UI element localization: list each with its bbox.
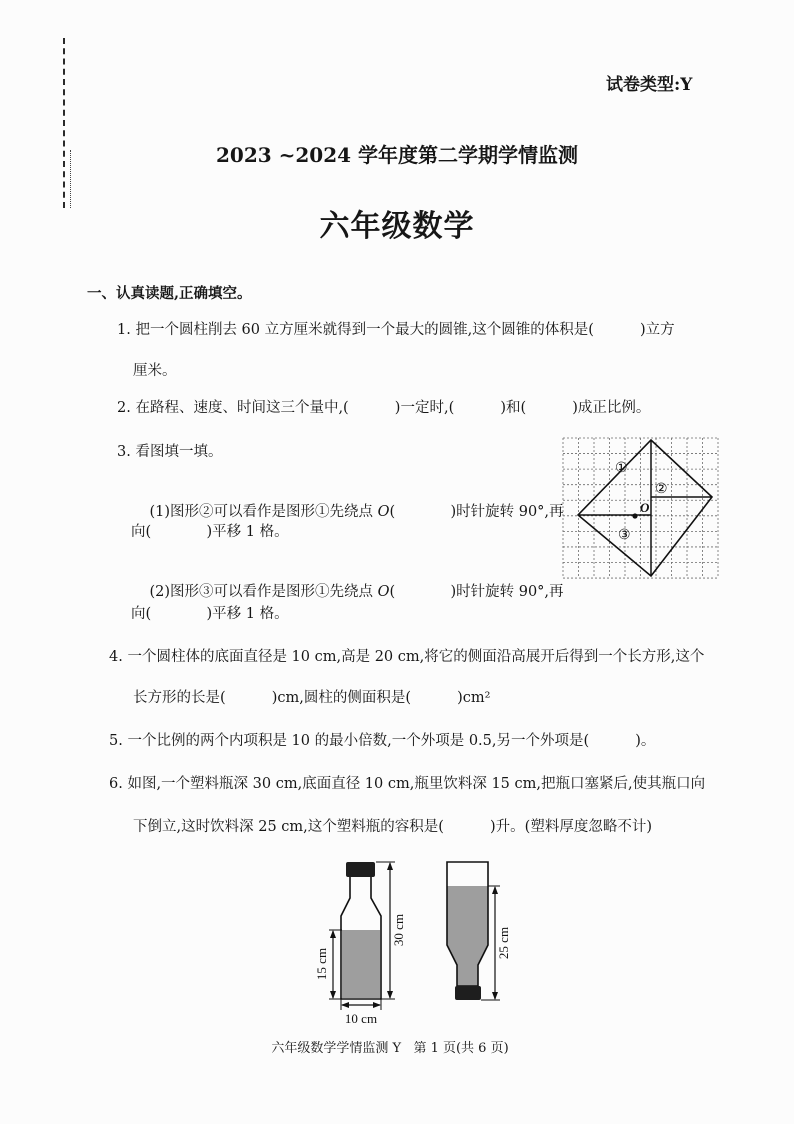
question-1-line-2: 厘米。 (133, 363, 177, 379)
liquid-arrow-top (330, 930, 336, 938)
exam-subject: 六年级数学 (319, 209, 475, 244)
question-4-line-1: 4. 一个圆柱体的底面直径是 10 cm,高是 20 cm,将它的侧面沿高展开后得到一个长方形,这个 (109, 649, 705, 665)
shape-3-label: ③ (618, 528, 631, 543)
bottle-figure (290, 850, 530, 1035)
q3-part2-point: O (377, 584, 390, 600)
inverted-bottle-cap (455, 986, 481, 1000)
base-diameter-label: 10 cm (344, 1011, 378, 1026)
binding-dashed-line (63, 38, 65, 208)
question-6-line-1: 6. 如图,一个塑料瓶深 30 cm,底面直径 10 cm,瓶里饮料深 15 cm,把瓶口塞紧后,使其瓶口向 (109, 776, 706, 792)
point-o-dot (632, 513, 637, 518)
bottle-depth-label: 30 cm (391, 913, 406, 947)
question-1-line-1: 1. 把一个圆柱削去 60 立方厘米就得到一个最大的圆锥,这个圆锥的体积是( )立方 (117, 322, 675, 338)
paper-type-label: 试卷类型:Y (606, 75, 693, 95)
question-4-line-2: 长方形的长是( )cm,圆柱的侧面积是( )cm² (133, 690, 491, 706)
inverted-liquid-depth-label: 25 cm (496, 926, 511, 960)
rotation-grid-figure (555, 430, 725, 585)
q3-part1-text-post: ( )时针旋转 90°,再 (389, 504, 564, 520)
diameter-arrow-right (373, 1002, 381, 1008)
question-5: 5. 一个比例的两个内项积是 10 的最小倍数,一个外项是 0.5,另一个外项是( )。 (109, 733, 656, 749)
upright-liquid-depth-label: 15 cm (314, 947, 329, 981)
q3-part2-text-pre: (2)图形③可以看作是图形①先绕点 (149, 584, 378, 600)
depth-arrow-bottom (387, 991, 393, 999)
liquid-arrow-bottom (330, 991, 336, 999)
exam-title: 2023 ~2024 学年度第二学期学情监测 (215, 143, 578, 167)
q3-part2-text-post: ( )时针旋转 90°,再 (389, 584, 564, 600)
question-3-stem: 3. 看图填一填。 (117, 444, 223, 460)
section-heading: 一、认真读题,正确填空。 (87, 285, 252, 302)
q3-part1-text-pre: (1)图形②可以看作是图形①先绕点 (149, 504, 378, 520)
question-2: 2. 在路程、速度、时间这三个量中,( )一定时,( )和( )成正比例。 (117, 400, 651, 416)
upright-bottle-liquid (342, 930, 380, 998)
upright-bottle-cap (346, 862, 375, 877)
shape-2-label: ② (655, 482, 668, 497)
q3-part1-point: O (377, 504, 390, 520)
shape-1-label: ① (615, 461, 628, 476)
point-o-label: O (640, 500, 650, 515)
diameter-arrow-left (341, 1002, 349, 1008)
depth-arrow-top (387, 862, 393, 870)
question-3-part-2-line-2: 向( )平移 1 格。 (131, 606, 289, 622)
inverted-bottle-liquid (447, 886, 488, 986)
question-6-line-2: 下倒立,这时饮料深 25 cm,这个塑料瓶的容积是( )升。(塑料厚度忽略不计) (133, 819, 652, 835)
inverted-arrow-bottom (492, 992, 498, 1000)
page-footer: 六年级数学学情监测 Y 第 1 页(共 6 页) (271, 1041, 509, 1056)
question-3-part-1-line-2: 向( )平移 1 格。 (131, 524, 289, 540)
inverted-arrow-top (492, 886, 498, 894)
